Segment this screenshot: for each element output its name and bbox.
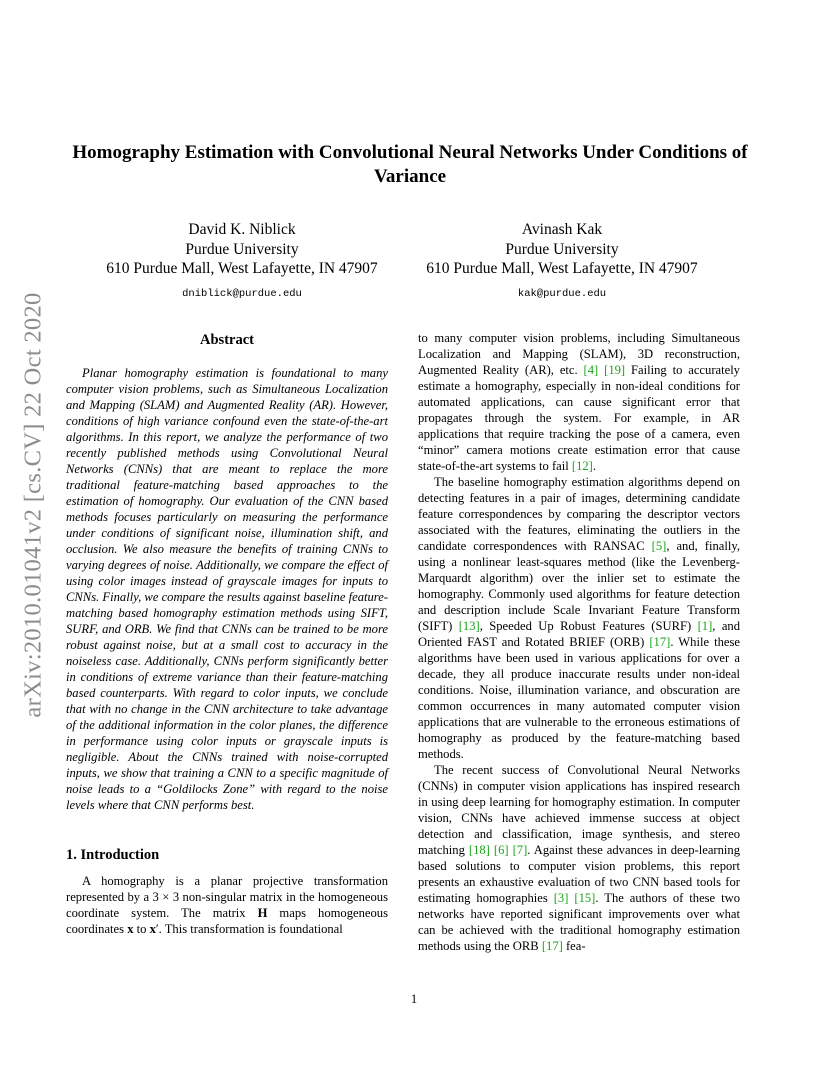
author-name: David K. Niblick	[188, 221, 296, 238]
text-run: The baseline homography estimation algorithms depend on detecting features in a pair of images, determining candidate feature correspondences by comparing the descriptor vectors associated with the features, eliminating the outliers in the candidate correspondences with RANSAC	[418, 475, 740, 553]
citation-link[interactable]: [18]	[468, 843, 490, 857]
body-paragraph	[418, 330, 740, 474]
text-run: . The authors of these two networks have reported significant improvements over what can be achieved with the traditional homography estimation methods using the ORB	[418, 891, 740, 953]
vector-symbol: x	[127, 922, 134, 936]
citation-link[interactable]: [3]	[553, 891, 569, 905]
text-run: , and Oriented FAST and Rotated BRIEF (ORB)	[418, 619, 741, 649]
page-number: 1	[410, 992, 418, 1006]
citation-link[interactable]: [6]	[493, 843, 509, 857]
body-paragraph	[418, 474, 740, 762]
citation-link[interactable]: [5]	[651, 539, 667, 553]
left-column	[66, 330, 388, 937]
text-run: . This transformation is foundational	[158, 922, 343, 936]
text-run: , Speeded Up Robust Features (SURF)	[479, 619, 698, 633]
text-run: The recent success of Convolutional Neural Networks (CNNs) in computer vision applications has inspired research in using deep learning for homography estimation. In computer vision, CNNs have achieved immense success at object detection and classification, image synthesis, and stereo matching	[418, 763, 740, 857]
citation-link[interactable]: [12]	[571, 459, 593, 473]
arxiv-identifier: arXiv:2010.01041v2 [cs.CV] 22 Oct 2020	[20, 292, 47, 718]
citation-link[interactable]: [15]	[574, 891, 596, 905]
vector-symbol: x	[149, 922, 156, 936]
text-run: . While these algorithms have been used in various applications for over a decade, they all produce inaccurate results under non-ideal conditions. Noise, illumination variance, and obscuration are common occurrences in many automated computer vision applications that are vulnerable to the erroneous estimations of homography as produced by the feature-matching based methods.	[418, 635, 740, 761]
citation-link[interactable]: [17]	[541, 939, 563, 953]
text-run: .	[592, 459, 597, 473]
abstract-heading: Abstract	[200, 332, 254, 348]
text-run: A homography is a planar projective transformation represented by a 3 × 3 non-singular matrix in the homogeneous coordinate system. The matrix	[66, 874, 388, 920]
author-address: 610 Purdue Mall, West Lafayette, IN 47907	[426, 260, 698, 277]
citation-link[interactable]: [13]	[458, 619, 480, 633]
introduction-heading: 1. Introduction	[66, 847, 160, 863]
text-run: , and, finally, using a nonlinear least-squares method (like the Levenberg-Marquardt algorithm) over the inlier set to estimate the homography. Commonly used algorithms for feature detection and description include Scale Invariant Feature Transform (SIFT)	[418, 539, 740, 633]
author-name: Avinash Kak	[521, 221, 603, 238]
citation-link[interactable]: [4]	[583, 363, 599, 377]
arxiv-side-stamp	[10, 290, 58, 720]
author-email: kak@purdue.edu	[517, 287, 607, 300]
citation-link[interactable]: [7]	[512, 843, 528, 857]
author-address: 610 Purdue Mall, West Lafayette, IN 47907	[106, 260, 378, 277]
author-block-1	[82, 220, 402, 304]
abstract-text: Planar homography estimation is foundational to many computer vision problems, such as Simultaneous Localization and Mapping (SLAM) and Augmented Reality (AR). However, conditions of high variance confound even the state-of-the-art algorithms. In this report, we analyze the performance of two recently published methods using Convolutional Neural Networks (CNNs) that are meant to replace the more traditional feature-matching based approaches to the estimation of homography. Our evaluation of the CNN based methods focuses particularly on measuring the performance under conditions of significant noise, illumination shift, and occlusion. We also measure the benefits of training CNNs to varying degrees of noise. Additionally, we compare the effect of using color images instead of grayscale images for inputs to CNNs. Finally, we compare the results against baseline feature-matching based homography estimation methods using SIFT, SURF, and ORB. We find that CNNs can be trained to be more robust against noise, but at a small cost to accuracy in the noiseless case. Additionally, CNNs perform significantly better in conditions of extreme variance than their feature-matching based counterparts. With regard to color inputs, we conclude that with no change in the CNN architecture to take advantage of the additional information in the color planes, the difference in performance using color inputs or grayscale inputs is negligible. About the CNNs trained with noise-corrupted inputs, we show that training a CNN to a specific magnitude of noise leads to a “Goldilocks Zone” with regard to the noise levels where that CNN performs best.	[66, 366, 388, 812]
citation-link[interactable]: [17]	[649, 635, 671, 649]
text-run: fea-	[562, 939, 586, 953]
text-run: maps homogeneous coordinates	[66, 906, 388, 936]
matrix-symbol: H	[257, 906, 268, 920]
citation-link[interactable]: [19]	[604, 363, 626, 377]
text-run: to many computer vision problems, including Simultaneous Localization and Mapping (SLAM), 3D reconstruction, Augmented Reality (AR), etc.	[418, 331, 740, 377]
right-column	[418, 330, 740, 954]
author-email: dniblick@purdue.edu	[182, 287, 302, 300]
prime-symbol: ′	[155, 922, 159, 936]
text-run: . Against these advances in deep-learning based solutions to computer vision problems, this report presents an exhaustive evaluation of two CNN based tools for estimating homographies	[418, 843, 740, 905]
introduction-paragraph	[66, 873, 388, 937]
author-affiliation: Purdue University	[505, 240, 619, 258]
body-paragraph	[418, 762, 740, 954]
paper-title: Homography Estimation with Convolutional Neural Networks Under Conditions of Variance	[72, 142, 748, 187]
text-run: Failing to accurately estimate a homography, especially in non-ideal conditions for automated applications, can cause significant error that propagates through the system. For example, in AR applications that require tracking the pose of a camera, even “minor” camera motions create estimation error that cause state-of-the-art systems to fail	[418, 363, 740, 473]
author-block-2	[402, 220, 722, 304]
author-affiliation: Purdue University	[185, 240, 299, 258]
text-run: to	[133, 922, 150, 936]
citation-link[interactable]: [1]	[697, 619, 713, 633]
